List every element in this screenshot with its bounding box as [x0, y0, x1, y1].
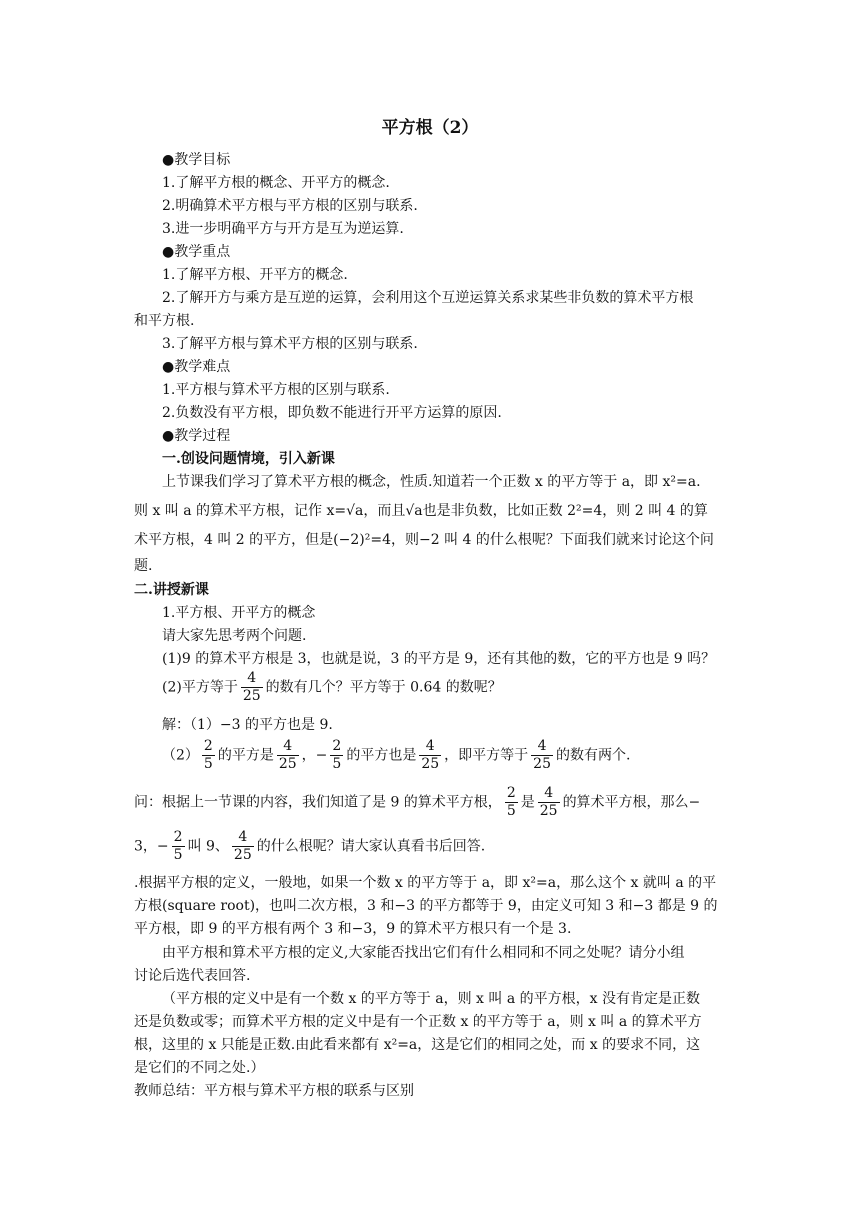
section-2-heading: 二.讲授新课 — [134, 582, 209, 598]
key-point-item-2-line1: 2.了解开方与乘方是互逆的运算，会利用这个互逆运算关系求某些非负数的算术平方根 — [162, 290, 694, 306]
fraction-numerator: 2 — [332, 738, 342, 754]
fraction-denominator: 5 — [203, 756, 213, 772]
fraction-denominator: 5 — [173, 847, 183, 863]
answer-2 — [162, 738, 630, 773]
fraction-denominator: 25 — [242, 688, 261, 704]
fraction-4-25 — [232, 829, 254, 864]
fraction-4-25 — [241, 670, 263, 705]
answer-paragraph-line-1: （平方根的定义中是有一个数 x 的平方等于 a，则 x 叫 a 的平方根，x 没有肯定是正数 — [162, 991, 700, 1007]
page-title: 平方根（2） — [381, 118, 479, 138]
definition-line-3: 平方根，即 9 的平方根有两个 3 和−3，9 的算术平方根只有一个是 3. — [134, 921, 572, 937]
answer-2-part-a: （2） — [162, 747, 199, 764]
question-2 — [162, 670, 502, 705]
fraction-numerator: 4 — [232, 829, 254, 847]
fraction-numerator: 4 — [241, 670, 263, 688]
intro-line-4: 题. — [134, 558, 153, 574]
question-2-text-before: (2)平方等于 — [162, 679, 238, 696]
fraction-numerator: 4 — [538, 785, 560, 803]
fraction-denominator: 25 — [421, 756, 440, 772]
fraction-4-25 — [419, 738, 441, 773]
fraction-4-25 — [277, 738, 299, 773]
objective-item-3: 3.进一步明确平方与开方是互为逆运算. — [162, 221, 404, 237]
ask-line-2 — [134, 829, 485, 864]
fraction-2-5 — [505, 785, 518, 820]
process-heading: ●教学过程 — [162, 428, 231, 444]
key-point-item-2-line2: 和平方根. — [134, 313, 195, 329]
difficulty-item-2: 2.负数没有平方根，即负数不能进行开平方运算的原因. — [162, 405, 502, 421]
fraction-denominator: 25 — [533, 756, 551, 772]
answer-2-part-c: ，− — [301, 747, 328, 764]
ask2-part-b: 叫 9、 — [187, 838, 229, 855]
discussion-line-2: 讨论后选代表回答. — [134, 968, 251, 984]
question-2-text-after: 的数有几个？平方等于 0.64 的数呢？ — [265, 679, 502, 696]
objective-item-1: 1.了解平方根的概念、开平方的概念. — [162, 175, 390, 191]
fraction-numerator: 2 — [173, 829, 183, 845]
answer-1: 解：（1）−3 的平方也是 9. — [162, 717, 333, 733]
answer-2-part-b: 的平方是 — [217, 747, 274, 764]
answer-2-part-f: 的数有两个. — [555, 747, 631, 764]
definition-line-1: .根据平方根的定义，一般地，如果一个数 x 的平方等于 a，即 x²=a，那么这个 x 就叫 a 的平 — [134, 875, 717, 891]
difficulty-item-1: 1.平方根与算术平方根的区别与联系. — [162, 382, 390, 398]
key-points-heading: ●教学重点 — [162, 244, 231, 260]
fraction-denominator: 25 — [278, 756, 297, 772]
objectives-heading: ●教学目标 — [162, 152, 231, 168]
fraction-denominator: 25 — [233, 847, 252, 863]
fraction-numerator: 2 — [203, 738, 213, 754]
fraction-denominator: 25 — [539, 803, 558, 819]
fraction-4-25 — [531, 738, 553, 773]
key-point-item-1: 1.了解平方根、开平方的概念. — [162, 267, 348, 283]
fraction-2-5 — [330, 738, 343, 773]
ask-part-a: 问：根据上一节课的内容，我们知道了是 9 的算术平方根， — [134, 794, 502, 811]
think-prompt: 请大家先思考两个问题. — [162, 628, 307, 644]
ask-line-1 — [134, 785, 700, 820]
fraction-numerator: 4 — [531, 738, 553, 756]
fraction-numerator: 4 — [277, 738, 299, 756]
answer-paragraph-line-3: 根，这里的 x 只能是正数.由此看来都有 x²=a，这是它们的相同之处，而 x 的要求不同，这 — [134, 1037, 701, 1053]
key-point-item-3: 3.了解平方根与算术平方根的区别与联系. — [162, 336, 418, 352]
fraction-numerator: 4 — [419, 738, 441, 756]
ask-part-b: 是 — [520, 794, 535, 811]
discussion-line-1: 由平方根和算术平方根的定义,大家能否找出它们有什么相同和不同之处呢？请分小组 — [162, 945, 685, 961]
definition-line-2: 方根(square root)，也叫二次方根，3 和−3 的平方都等于 9，由定义可知 3 和−3 都是 9 的 — [134, 898, 718, 914]
teacher-summary: 教师总结：平方根与算术平方根的联系与区别 — [134, 1083, 414, 1099]
fraction-denominator: 5 — [506, 803, 516, 819]
intro-line-3: 术平方根，4 叫 2 的平方，但是(−2)²=4，则−2 叫 4 的什么根呢？下面我们就来讨论这个问 — [134, 532, 714, 548]
subsection-1-heading: 1.平方根、开平方的概念 — [162, 605, 316, 621]
answer-2-part-d: 的平方也是 — [346, 747, 417, 764]
objective-item-2: 2.明确算术平方根与平方根的区别与联系. — [162, 198, 418, 214]
fraction-numerator: 2 — [506, 785, 516, 801]
question-1: (1)9 的算术平方根是 3，也就是说，3 的平方是 9，还有其他的数，它的平方也是 9 吗？ — [162, 651, 716, 667]
ask2-part-c: 的什么根呢？请大家认真看书后回答. — [256, 838, 486, 855]
ask2-part-a: 3，− — [134, 838, 169, 855]
answer-paragraph-line-2: 还是负数或零；而算术平方根的定义中是有一个正数 x 的平方等于 a，则 x 叫 a 的算术平方 — [134, 1014, 702, 1030]
intro-line-1: 上节课我们学习了算术平方根的概念，性质.知道若一个正数 x 的平方等于 a，即 x²=a. — [162, 474, 701, 490]
difficulties-heading: ●教学难点 — [162, 359, 231, 375]
fraction-2-5 — [172, 829, 185, 864]
fraction-2-5 — [202, 738, 215, 773]
fraction-denominator: 5 — [332, 756, 342, 772]
section-1-heading: 一.创设问题情境，引入新课 — [162, 451, 335, 467]
ask-part-c: 的算术平方根，那么− — [562, 794, 701, 811]
fraction-4-25 — [538, 785, 560, 820]
intro-line-2: 则 x 叫 a 的算术平方根，记作 x=√a，而且√a也是非负数，比如正数 2²=4，则 2 叫 4 的算 — [134, 503, 708, 519]
answer-2-part-e: ，即平方等于 — [444, 747, 529, 764]
answer-paragraph-line-4: 是它们的不同之处.） — [134, 1060, 265, 1076]
